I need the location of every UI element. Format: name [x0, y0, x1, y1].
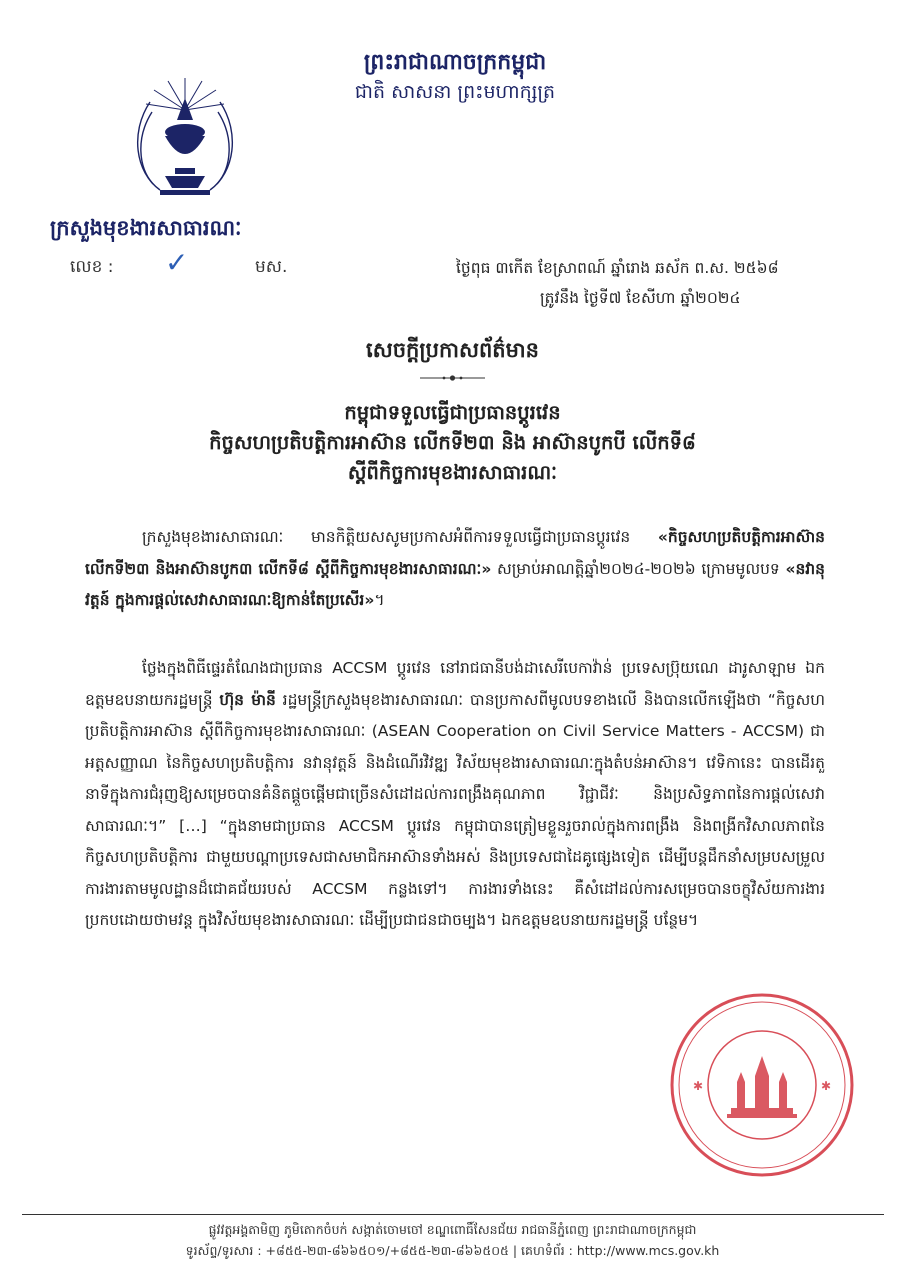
heading-line: កម្ពុជាទទួលធ្វើជាប្រធានប្តូរវេន: [344, 401, 561, 424]
heading-line: កិច្ចសហប្រតិបត្តិការអាស៊ាន លើកទី២៣ និង អាស៊ានបូកបី លើកទី៨: [209, 431, 696, 454]
solar-date: ត្រូវនឹង ថ្ងៃទី៧ ខែសីហា ឆ្នាំ២០២៤: [540, 289, 741, 307]
paragraph-2: [85, 653, 825, 937]
royal-emblem: [120, 72, 250, 212]
lunar-date: ថ្ងៃពុធ ៣កើត ខែស្រាពណ៍ ឆ្នាំរោង ឆស័ក ព.ស. ២៥៦៨: [456, 259, 779, 277]
ref-suffix: មស.: [255, 257, 288, 277]
official-seal: [667, 990, 857, 1180]
footer-divider: [22, 1214, 884, 1215]
document-heading: [0, 398, 905, 488]
p1-event-name: «កិច្ចសហប្រតិបត្តិការអាស៊ាន លើកទី២៣ និងអាស៊ានបូក៣ លើកទី៨ ស្តីពីកិច្ចការមុខងារសាធារណៈ»: [85, 528, 825, 578]
national-motto: ជាតិ សាសនា ព្រះមហាក្សត្រ: [354, 81, 556, 103]
paragraph-1: [85, 522, 825, 617]
svg-text:✱: ✱: [821, 1079, 832, 1093]
p1-text: ។: [374, 591, 385, 609]
ref-label: លេខ :: [70, 257, 114, 277]
check-mark: ✓: [165, 246, 189, 279]
ornament-divider: [420, 374, 485, 382]
ministry-name: ក្រសួងមុខងារសាធារណៈ: [50, 216, 242, 240]
heading-line: ស្តីពីកិច្ចការមុខងារសាធារណៈ: [347, 461, 558, 484]
p1-theme: «នវានុវត្តន៍ ក្នុងការផ្តល់សេវាសាធារណៈឱ្យកាន់តែប្រសើរ»: [85, 559, 825, 609]
reference-number: [70, 246, 288, 281]
p1-text: សម្រាប់អាណត្តិឆ្នាំ២០២៤-២០២៦ ក្រោមមូលបទ: [491, 559, 786, 578]
footer-address: ផ្លូវវត្តអង្គតាមិញ ភូមិតោកចំបក់ សង្កាត់ចោមចៅ ខណ្ឌពោធិ៍សែនជ័យ រាជធានីភ្នំពេញ ព្រះរាជាណាចក្រកម្ពុជា: [208, 1222, 697, 1237]
p1-text: ក្រសួងមុខងារសាធារណៈ មានកិត្តិយសសូមប្រកាសអំពីការទទួលធ្វើជាប្រធានប្តូរវេន: [142, 528, 658, 546]
document-title: សេចក្តីប្រកាសព័ត៌មាន: [366, 338, 539, 362]
kingdom-title: ព្រះរាជាណាចក្រកម្ពុជា: [363, 50, 547, 75]
p2-text: ថ្លែងក្នុងពិធីផ្ទេរតំណែងជាប្រធាន ACCSM ប្តូរវេន នៅរាជធានីបង់ដាសេរីបេកាវ៉ាន់ ប្រទេសប្រ៊ុយណេ ដារូសាឡាម ឯកឧត្តមឧបនាយករដ្ឋមន្ត្រី: [85, 659, 825, 709]
footer-contact: ទូរស័ព្ទ/ទូរសារ : +៨៥៥-២៣-៨៦៦៥០១/+៨៥៥-២៣-៨៦៦៥០៥ | គេហទំព័រ : http://www.mcs.gov.kh: [185, 1243, 720, 1258]
p2-person-name: ហ៊ុន ម៉ានី: [219, 690, 276, 709]
p2-text: រដ្ឋមន្ត្រីក្រសួងមុខងារសាធារណៈ បានប្រកាសពីមូលបទខាងលើ និងបានលើកឡើងថា “កិច្ចសហប្រតិបត្តិការអាស៊ាន ស្តីពីកិច្ចការមុខងារសាធារណៈ (ASEAN Cooperation on Civil Service Matters - ACCSM) ជាអត្តសញ្ញាណ នៃកិច្ចសហប្រតិបត្តិការ នវានុវត្តន៍ និងដំណើរវិវឌ្ឍ វិស័យមុខងារសាធារណៈក្នុងតំបន់អាស៊ាន។ វេទិកានេះ បានដើរតួនាទីក្នុងការជំរុញឱ្យសម្រេចបានគំនិតផ្តួចផ្តើមជាច្រើនសំដៅដល់ការពង្រឹងគុណភាព វិជ្ជាជីវៈ និងប្រសិទ្ធភាពនៃការផ្តល់សេវាសាធារណៈ។” […] “ក្នុងនាមជាប្រធាន ACCSM ប្តូរវេន កម្ពុជាបានត្រៀមខ្លួនរួចរាល់ក្នុងការពង្រឹង និងពង្រីកវិសាលភាពនៃកិច្ចសហប្រតិបត្តិការ ជាមួយបណ្តាប្រទេសជាសមាជិកអាស៊ានទាំងអស់ និងប្រទេសជាដៃគូផ្សេងទៀត ដើម្បីបន្តដឹកនាំសម្របសម្រួលការងារតាមមូលដ្ឋានដ៏ជោគជ័យរបស់ ACCSM កន្លងទៅ។ ការងារទាំងនេះ គឺសំដៅដល់ការសម្រេចបានចក្ខុវិស័យការងារប្រកបដោយថាមវន្ត ក្នុងវិស័យមុខងារសាធារណៈ ដើម្បីប្រជាជនជាចម្បង។ ឯកឧត្តមឧបនាយករដ្ឋមន្ត្រី បន្ថែម។: [85, 690, 826, 929]
svg-text:✱: ✱: [693, 1079, 704, 1093]
kingdom-header: [330, 48, 580, 106]
